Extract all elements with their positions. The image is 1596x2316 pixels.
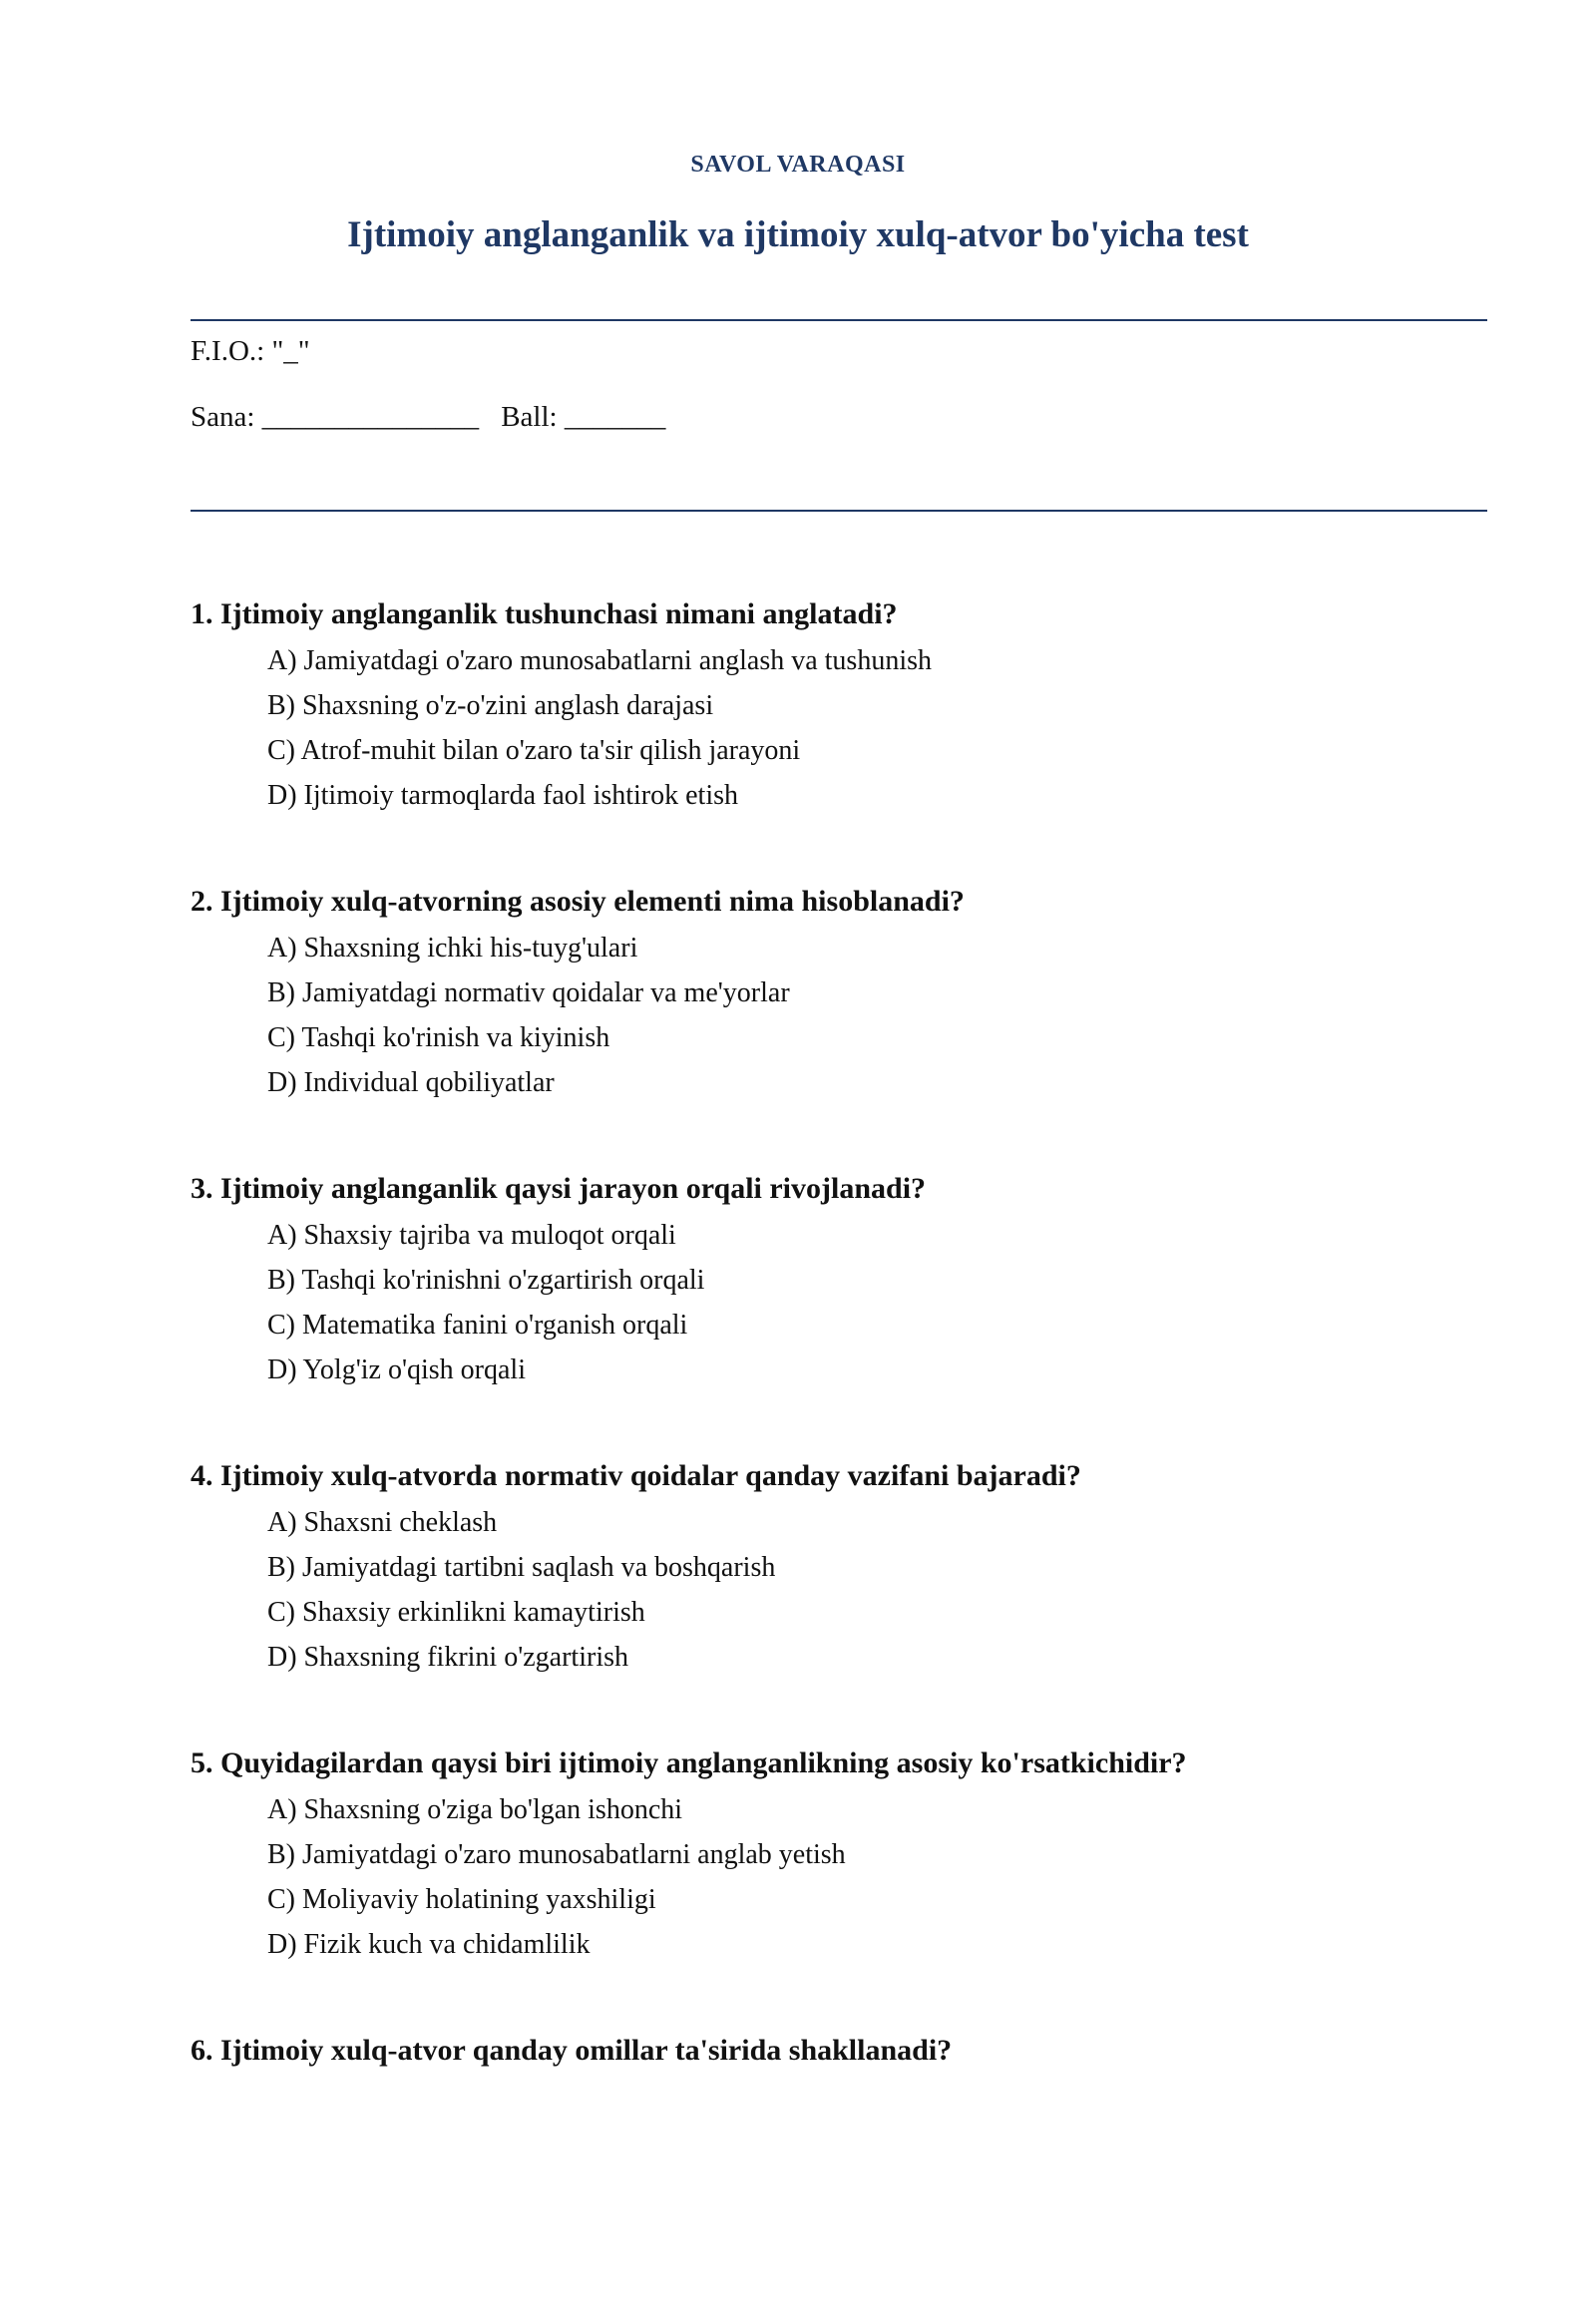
date-field: Sana: _______________	[191, 401, 480, 433]
option-b: B) Tashqi ko'rinishni o'zgartirish orqali	[267, 1265, 705, 1296]
option-a: A) Shaxsning ichki his-tuyg'ulari	[267, 933, 638, 964]
option-c: C) Atrof-muhit bilan o'zaro ta'sir qilish jarayoni	[267, 735, 801, 766]
question-6	[191, 2029, 1487, 2316]
option-list	[191, 638, 1487, 818]
question-5	[191, 1741, 1487, 2029]
date-score-row	[191, 401, 665, 434]
option-list	[191, 926, 1487, 1105]
option-d: D) Shaxsning fikrini o'zgartirish	[267, 1642, 628, 1673]
question-3	[191, 1167, 1487, 1454]
option-b: B) Shaxsning o'z-o'zini anglash darajasi	[267, 690, 714, 721]
question-1	[191, 592, 1487, 880]
document-title: Ijtimoiy anglanganlik va ijtimoiy xulq-atvor bo'yicha test	[347, 214, 1249, 255]
question-text: 5. Quyidagilardan qaysi biri ijtimoiy anglanganlikning asosiy ko'rsatkichidir?	[191, 1746, 1187, 1779]
question-text: 6. Ijtimoiy xulq-atvor qanday omillar ta'sirida shakllanadi?	[191, 2034, 953, 2067]
header-divider-bottom	[191, 510, 1487, 512]
option-a: A) Shaxsni cheklash	[267, 1507, 498, 1538]
option-a: A) Jamiyatdagi o'zaro munosabatlarni anglash va tushunish	[267, 645, 932, 676]
question-2	[191, 880, 1487, 1167]
header-divider-top	[191, 319, 1487, 321]
option-b: B) Jamiyatdagi normativ qoidalar va me'yorlar	[267, 977, 790, 1008]
question-4	[191, 1454, 1487, 1741]
option-c: C) Tashqi ko'rinish va kiyinish	[267, 1022, 610, 1053]
option-d: D) Yolg'iz o'qish orqali	[267, 1354, 526, 1385]
option-list	[191, 1787, 1487, 1967]
option-a: A) Shaxsning o'ziga bo'lgan ishonchi	[267, 1794, 683, 1825]
option-b: B) Jamiyatdagi tartibni saqlash va boshqarish	[267, 1552, 776, 1583]
option-b: B) Jamiyatdagi o'zaro munosabatlarni anglab yetish	[267, 1839, 846, 1870]
option-list	[191, 1213, 1487, 1392]
option-d: D) Ijtimoiy tarmoqlarda faol ishtirok etish	[267, 780, 739, 811]
question-text: 1. Ijtimoiy anglanganlik tushunchasi nimani anglatadi?	[191, 597, 898, 630]
option-d: D) Fizik kuch va chidamlilik	[267, 1929, 591, 1960]
option-c: C) Shaxsiy erkinlikni kamaytirish	[267, 1597, 645, 1628]
question-text: 4. Ijtimoiy xulq-atvorda normativ qoidalar qanday vazifani bajaradi?	[191, 1459, 1081, 1492]
document-label: SAVOL VARAQASI	[690, 152, 906, 178]
fio-field: F.I.O.: "_"	[191, 335, 310, 367]
option-list	[191, 1500, 1487, 1680]
question-text: 2. Ijtimoiy xulq-atvorning asosiy elementi nima hisoblanadi?	[191, 885, 965, 918]
option-a: A) Shaxsiy tajriba va muloqot orqali	[267, 1220, 676, 1251]
option-c: C) Moliyaviy holatining yaxshiligi	[267, 1884, 656, 1915]
option-c: C) Matematika fanini o'rganish orqali	[267, 1310, 688, 1341]
question-text: 3. Ijtimoiy anglanganlik qaysi jarayon orqali rivojlanadi?	[191, 1172, 927, 1205]
question-list	[191, 592, 1487, 2316]
option-d: D) Individual qobiliyatlar	[267, 1067, 555, 1098]
score-field: Ball: _______	[501, 401, 666, 433]
